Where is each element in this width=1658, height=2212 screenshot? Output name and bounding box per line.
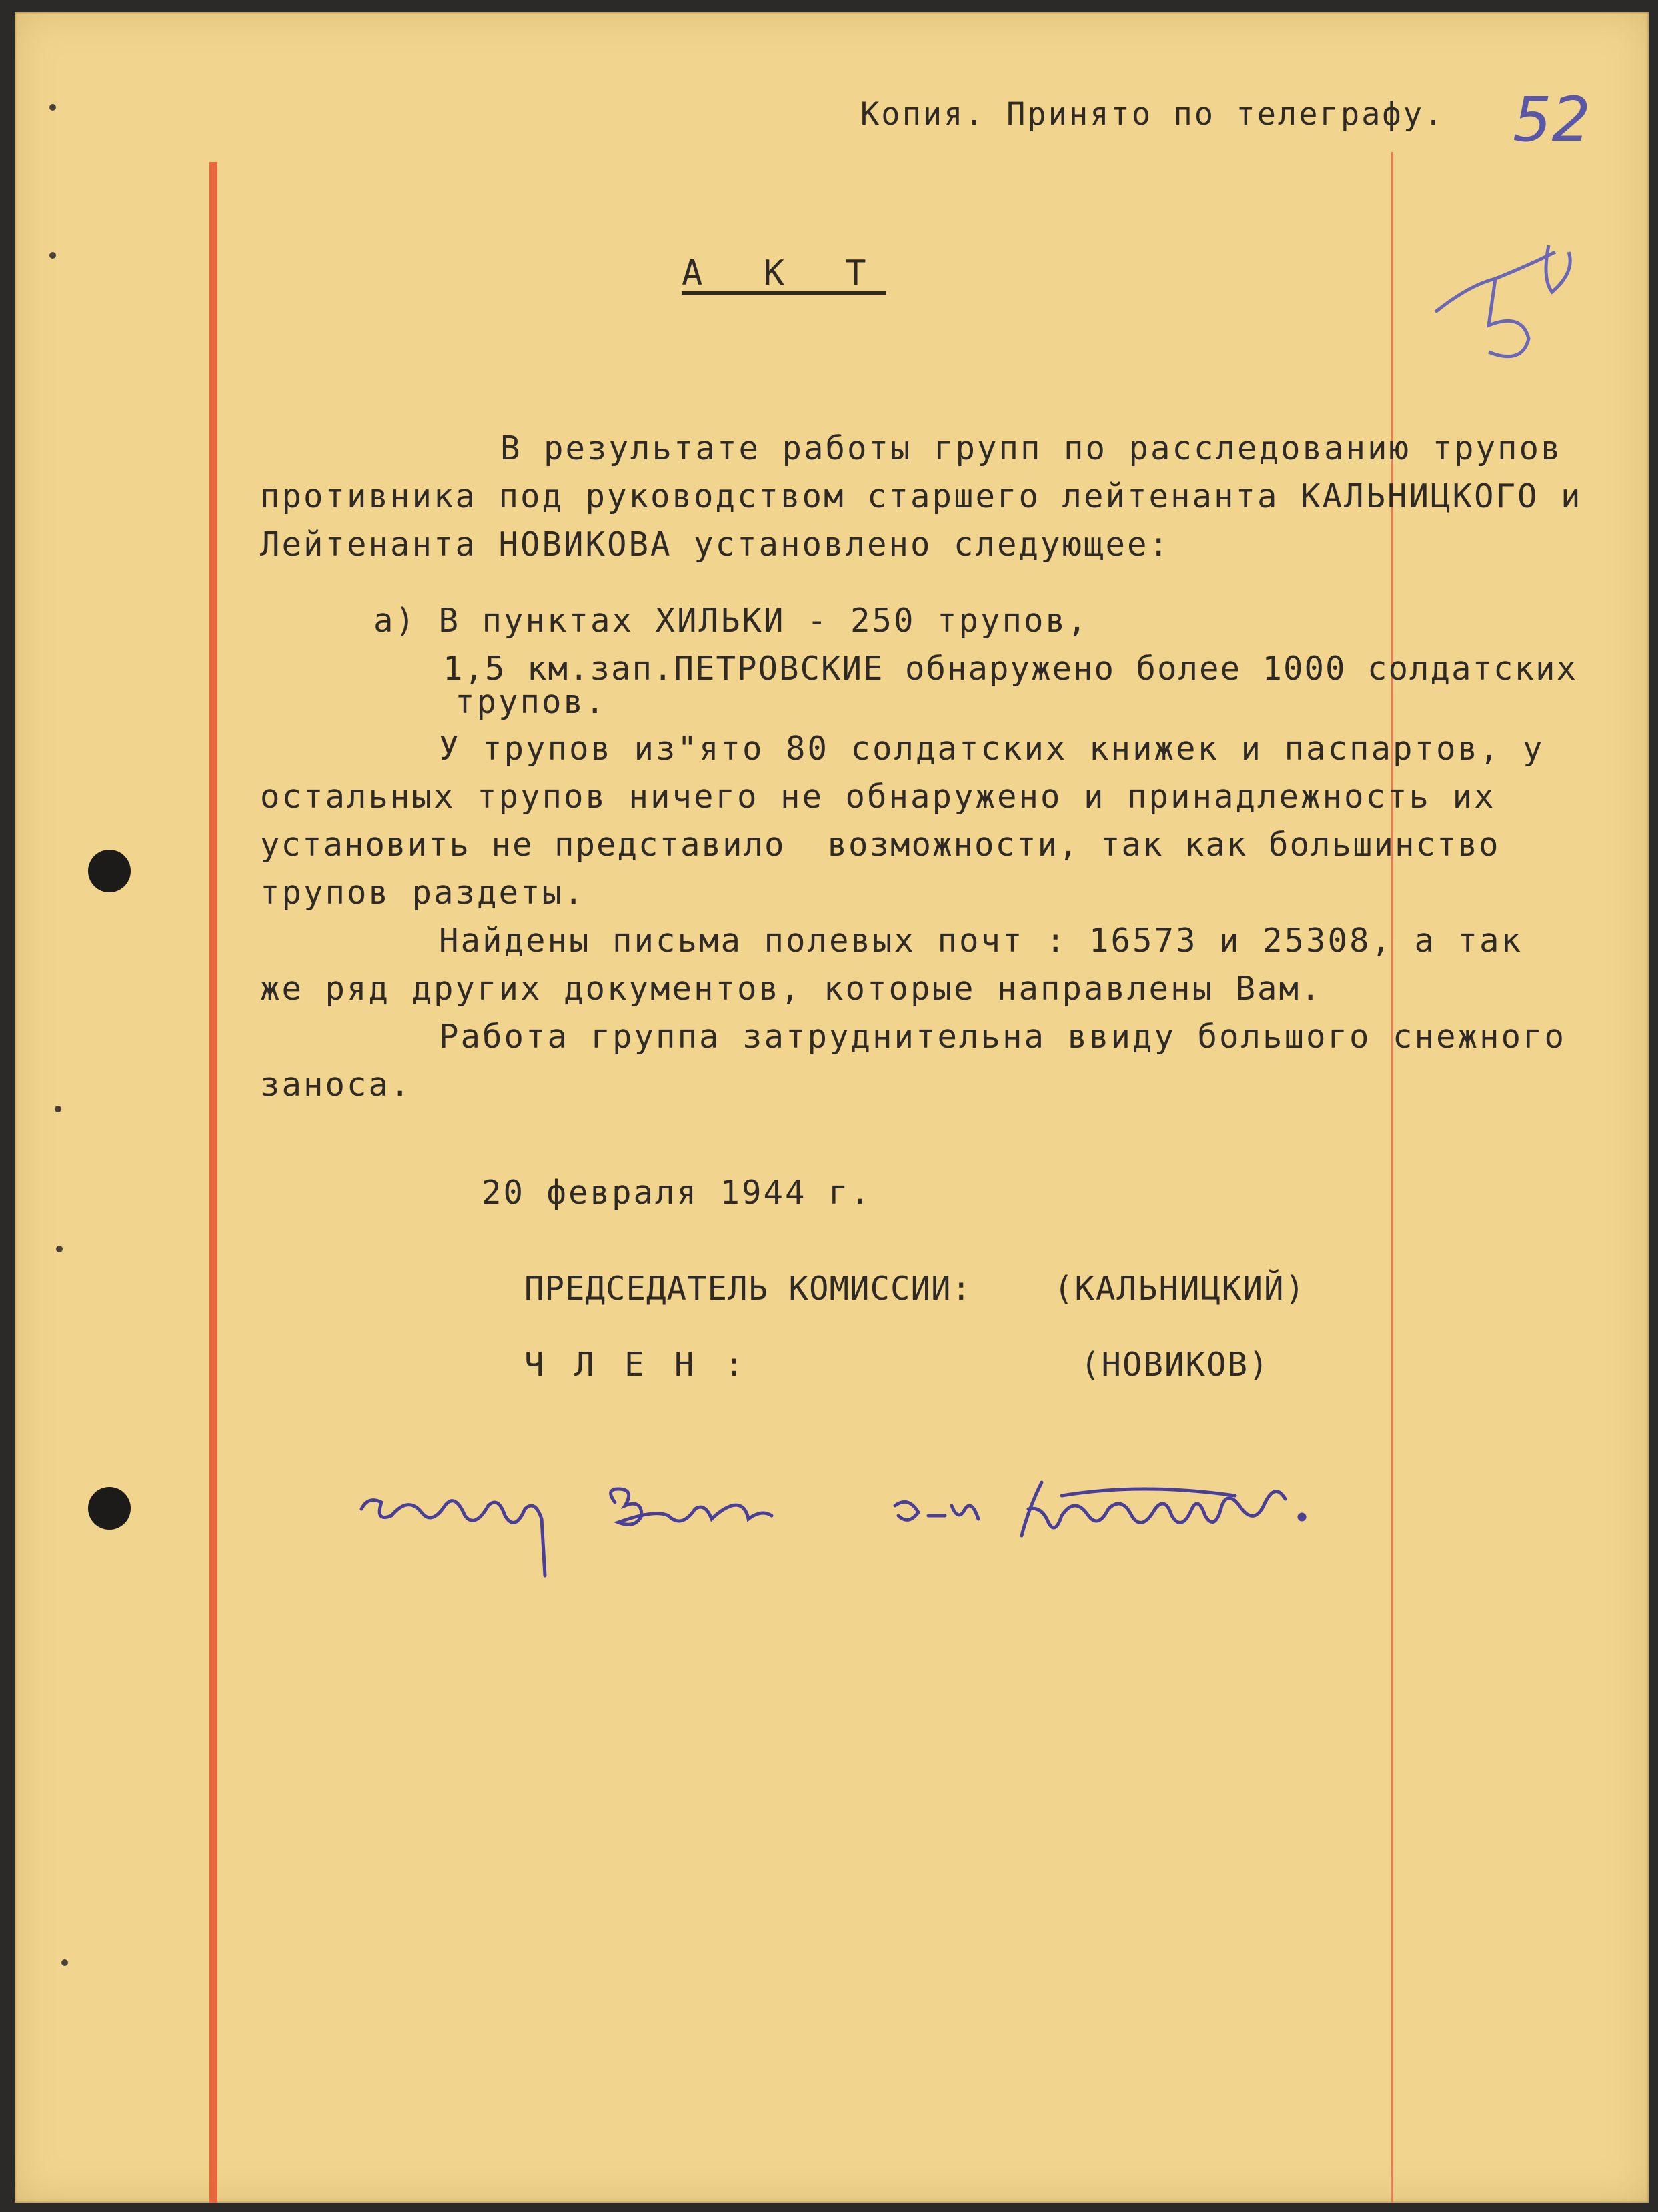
binding-mark (61, 1959, 68, 1966)
body-line: трупов раздеты. (260, 874, 586, 912)
body-line: 1,5 км.зап.ПЕТРОВСКИЕ обнаружено более 1000 солдатских (443, 650, 1578, 688)
chairman-label: ПРЕДСЕДАТЕЛЬ КОМИССИИ: (524, 1270, 972, 1308)
left-margin-line (209, 162, 217, 2203)
body-line: У трупов из"ято 80 солдатских книжек и паспартов, у (439, 730, 1545, 768)
binding-mark (49, 252, 56, 259)
punch-hole (88, 1487, 131, 1530)
binding-mark (56, 1246, 63, 1252)
body-line: Лейтенанта НОВИКОВА установлено следующее: (260, 525, 1171, 564)
body-line: установить не представило возможности, так как большинство (260, 826, 1500, 864)
sheet-number: 52 (1513, 84, 1591, 155)
handwritten-mark (1415, 212, 1589, 372)
document-date: 20 февраля 1944 г. (482, 1174, 872, 1212)
body-line: Найдены письма полевых почт : 16573 и 25308, а так (439, 922, 1523, 960)
member-name: (НОВИКОВ) (1080, 1346, 1270, 1384)
binding-mark (49, 104, 56, 111)
binding-mark (55, 1106, 61, 1112)
body-line: остальных трупов ничего не обнаружено и принадлежность их (260, 778, 1496, 816)
body-line: В результате работы групп по расследованию трупов (500, 429, 1563, 467)
body-line: заноса. (260, 1066, 412, 1104)
document-title: А К Т (682, 253, 886, 293)
body-line: трупов. (455, 683, 607, 721)
handwritten-certification (355, 1469, 1422, 1642)
document-sheet (15, 12, 1649, 2203)
body-line: Работа группа затруднительна ввиду большого снежного (439, 1018, 1567, 1056)
body-line: же ряд других документов, которые направлены Вам. (260, 970, 1323, 1008)
chairman-name: (КАЛЬНИЦКИЙ) (1054, 1270, 1307, 1308)
body-line: а) В пунктах ХИЛЬКИ - 250 трупов, (373, 602, 1089, 640)
body-line: противника под руководством старшего лейтенанта КАЛЬНИЦКОГО и (260, 477, 1583, 515)
copy-note: Копия. Принято по телеграфу. (860, 96, 1445, 133)
punch-hole (88, 850, 131, 892)
member-label: Ч Л Е Н : (524, 1346, 750, 1384)
